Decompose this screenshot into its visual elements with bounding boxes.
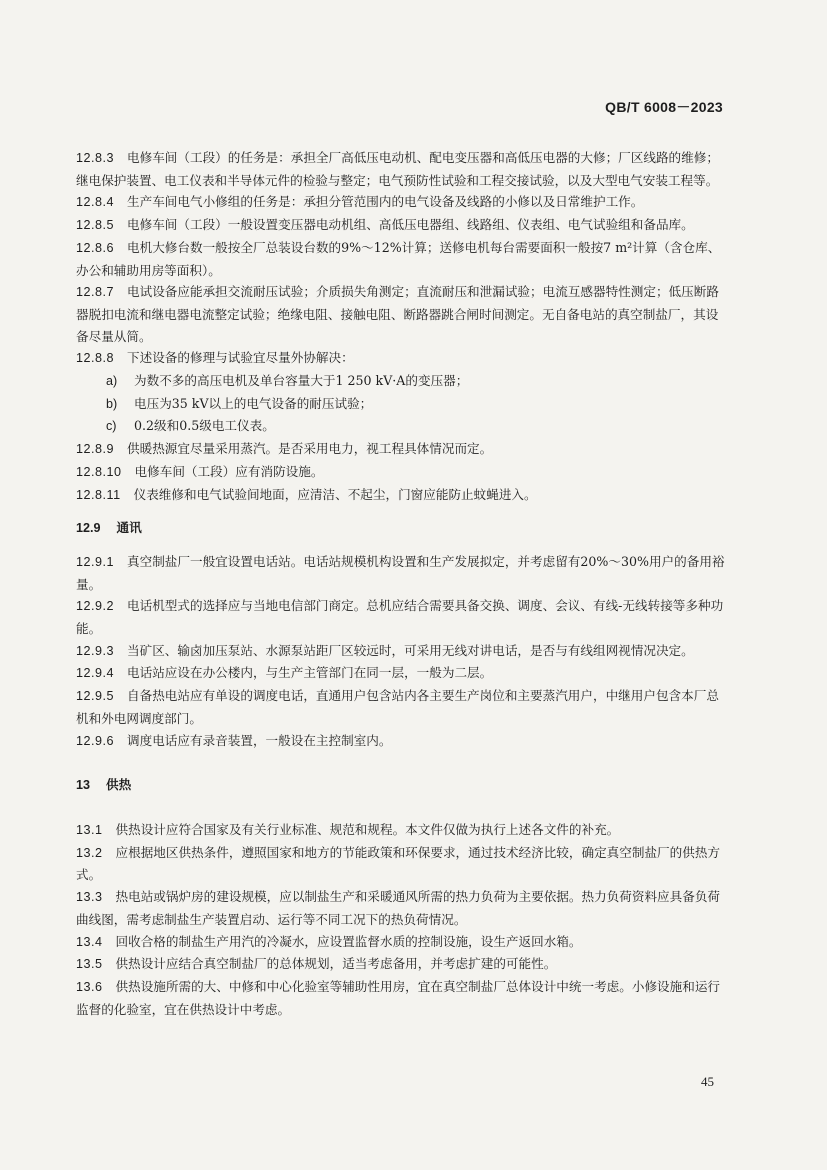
clause-13-3: 13.3 热电站或锅炉房的建设规模，应以制盐生产和采暖通风所需的热力负荷为主要依据。热力负荷资料应具备负荷曲线图，需考虑制盐生产装置启动、运行等不同工况下的热负荷情况。 (76, 889, 721, 927)
clause-12-9-3: 12.9.3 当矿区、输卤加压泵站、水源泵站距厂区较远时，可采用无线对讲电话，是否与有线组网视情况决定。 (76, 642, 694, 658)
clause-12-9-4: 12.9.4 电话站应设在办公楼内，与生产主管部门在同一层，一般为二层。 (76, 665, 493, 681)
standard-code: QB/T 6008－2023 (605, 99, 723, 115)
clause-12-9-5: 12.9.5 自备热电站应有单设的调度电话，直通用户包含站内各主要生产岗位和主要蒸汽用户，中继用户包含本厂总机和外电网调度部门。 (76, 688, 719, 726)
spacer (76, 506, 728, 517)
section-heading-13: 13 供热 (76, 777, 132, 793)
clause-13-5: 13.5 供热设计应结合真空制盐厂的总体规划，适当考虑备用，并考虑扩建的可能性。 (76, 956, 557, 972)
clause-12-8-4: 12.8.4 生产车间电气小修组的任务是：承担分管范围内的电气设备及线路的小修以及日常维护工作。 (76, 194, 644, 210)
clause-13-4: 13.4 回收合格的制盐生产用汽的冷凝水，应设置监督水质的控制设施，设生产返回水箱。 (76, 933, 582, 949)
section-heading-12-9: 12.9 通讯 (76, 520, 142, 536)
clause-12-9-2: 12.9.2 电话机型式的选择应与当地电信部门商定。总机应结合需要具备交换、调度、会议、有线-无线转接等多种功能。 (76, 598, 724, 637)
clause-12-8-10: 12.8.10 电修车间（工段）应有消防设施。 (76, 463, 324, 479)
clause-12-8-8: 12.8.8 下述设备的修理与试验宜尽量外协解决： (76, 350, 354, 366)
clause-12-8-3: 12.8.3 电修车间（工段）的任务是：承担全厂高低压电动机、配电变压器和高低压电器的大修；厂区线路的维修；继电保护装置、电工仪表和半导体元件的检验与整定；电气预防性试验和工程交接试验，以及大型电气安装工程等。 (76, 150, 719, 188)
document-body (76, 147, 728, 1020)
clause-13-2: 13.2 应根据地区供热条件，遵照国家和地方的节能政策和环保要求，通过技术经济比较，确定真空制盐厂的供热方式。 (76, 844, 721, 883)
clause-12-8-9: 12.8.9 供暖热源宜尽量采用蒸汽。是否采用电力，视工程具体情况而定。 (76, 441, 493, 457)
spacer (76, 540, 728, 551)
clause-13-6: 13.6 供热设施所需的大、中修和中心化验室等辅助性用房，宜在真空制盐厂总体设计中统一考虑。小修设施和运行监督的化验室，宜在供热设计中考虑。 (76, 978, 721, 1017)
clause-12-8-7: 12.8.7 电试设备应能承担交流耐压试验；介质损失角测定；直流耐压和泄漏试验；电流互感器特性测定；低压断路器脱扣电流和继电器电流整定试验；绝缘电阻、接触电阻、断路器跳合闸时间测定。无自备电站的真空制盐厂，其设备尽量从简。 (76, 284, 719, 344)
list-item-b: b) 电压为35 kV以上的电气设备的耐压试验； (106, 395, 373, 411)
clause-12-9-1: 12.9.1 真空制盐厂一般宜设置电话站。电话站规模机构设置和生产发展拟定，并考虑留有20%～30%用户的备用裕量。 (76, 553, 725, 592)
spacer (76, 797, 728, 819)
list-item-c: c) 0.2级和0.5级电工仪表。 (106, 418, 275, 434)
clause-12-8-6: 12.8.6 电机大修台数一般按全厂总装设台数的9%～12%计算；送修电机每台需要面积一般按7 m²计算（含仓库、办公和辅助用房等面积）。 (76, 239, 721, 278)
list-item-a: a) 为数不多的高压电机及单台容量大于1 250 kV·A的变压器； (106, 373, 469, 389)
clause-13-1: 13.1 供热设计应符合国家及有关行业标准、规范和规程。本文件仅做为执行上述各文件的补充。 (76, 821, 620, 837)
clause-12-8-5: 12.8.5 电修车间（工段）一般设置变压器电动机组、高低压电器组、线路组、仪表组、电气试验组和备品库。 (76, 217, 694, 233)
clause-12-9-6: 12.9.6 调度电话应有录音装置，一般设在主控制室内。 (76, 732, 392, 748)
spacer (76, 752, 728, 774)
page-number: 45 (701, 1074, 714, 1089)
clause-12-8-11: 12.8.11 仪表维修和电气试验间地面，应清洁、不起尘，门窗应能防止蚊蝇进入。 (76, 486, 537, 502)
